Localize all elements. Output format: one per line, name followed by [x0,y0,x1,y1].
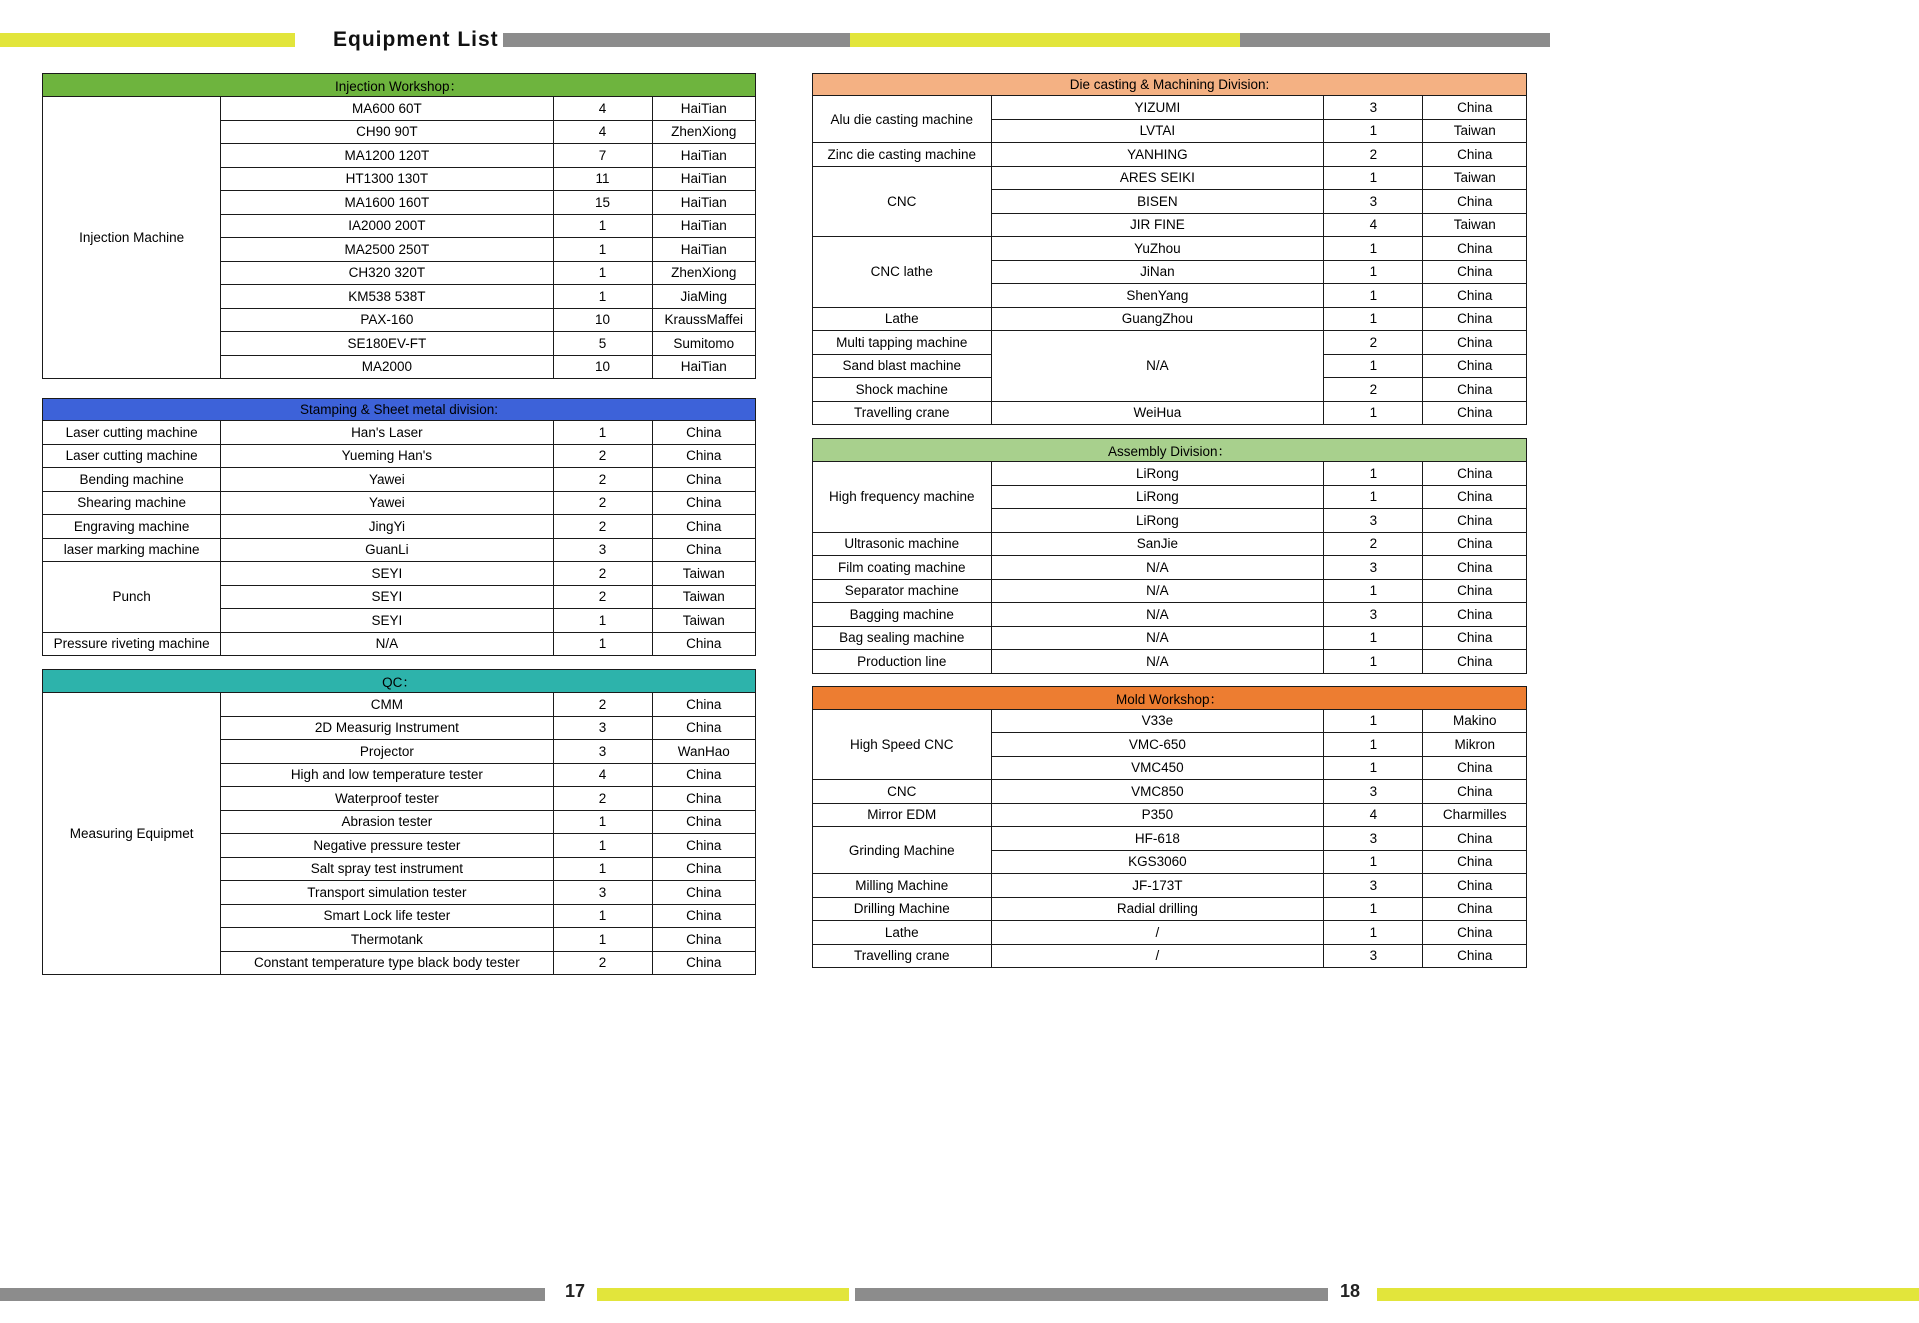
cell-qty: 3 [1324,96,1423,120]
cell-qty: 3 [553,538,652,562]
cell-origin: China [652,951,755,975]
cell-origin: China [1423,485,1527,509]
page-number-left: 17 [565,1281,586,1301]
table-row [43,538,756,562]
cell-origin: China [1423,509,1527,533]
cell-origin: China [1423,378,1527,402]
cell-origin: China [652,491,755,515]
cell-category: Mirror EDM [813,803,992,827]
cell-qty: 1 [1324,462,1423,486]
table-row [813,143,1527,167]
cell-model: GuangZhou [991,307,1324,331]
cell-model: ARES SEIKI [991,166,1324,190]
cell-category: Bag sealing machine [813,626,992,650]
cell-model: Yueming Han's [221,444,553,468]
cell-origin: China [1423,96,1527,120]
cell-qty: 4 [553,97,652,121]
cell-model: SEYI [221,609,553,633]
cell-qty: 1 [553,810,652,834]
cell-category: Production line [813,650,992,674]
table-header-row [813,686,1527,709]
cell-qty: 1 [1324,733,1423,757]
cell-model: HF-618 [991,827,1324,851]
cell-category: Drilling Machine [813,897,992,921]
cell-qty: 2 [1324,331,1423,355]
cell-model: MA2000 [221,355,553,379]
cell-category: Bagging machine [813,603,992,627]
cell-model: SE180EV-FT [221,332,553,356]
cell-origin: Sumitomo [652,332,755,356]
table-row [813,897,1527,921]
cell-qty: 1 [1324,260,1423,284]
cell-model: VMC450 [991,756,1324,780]
cell-model: WeiHua [991,401,1324,425]
cell-origin: Taiwan [652,562,755,586]
cell-category: Laser cutting machine [43,444,221,468]
cell-qty: 1 [1324,237,1423,261]
cell-model: MA2500 250T [221,238,553,262]
cell-qty: 2 [553,787,652,811]
cell-origin: China [1423,944,1527,968]
cell-origin: Charmilles [1423,803,1527,827]
cell-origin: China [1423,354,1527,378]
cell-model: VMC-650 [991,733,1324,757]
cell-qty: 2 [553,562,652,586]
table-row [813,626,1527,650]
cell-category: laser marking machine [43,538,221,562]
cell-model: YuZhou [991,237,1324,261]
cell-category: Multi tapping machine [813,331,992,355]
cell-model: LVTAI [991,119,1324,143]
table-row [813,944,1527,968]
cell-model: LiRong [991,485,1324,509]
cell-model: GuanLi [221,538,553,562]
cell-qty: 3 [1324,603,1423,627]
cell-qty: 5 [553,332,652,356]
cell-model: Thermotank [221,928,553,952]
table-row [813,532,1527,556]
table-row [43,421,756,445]
cell-category: Lathe [813,921,992,945]
table-injection-workshop [42,73,756,379]
cell-category: Bending machine [43,468,221,492]
cell-origin: China [1423,874,1527,898]
cell-origin: China [652,421,755,445]
cell-origin: China [1423,190,1527,214]
cell-model: KGS3060 [991,850,1324,874]
cell-model: Yawei [221,468,553,492]
cell-qty: 1 [1324,485,1423,509]
cell-category: Zinc die casting machine [813,143,992,167]
cell-model: JiNan [991,260,1324,284]
cell-qty: 3 [1324,190,1423,214]
cell-origin: China [652,881,755,905]
cell-model: Projector [221,740,553,764]
cell-qty: 1 [1324,921,1423,945]
cell-qty: 1 [553,421,652,445]
cell-origin: Taiwan [652,585,755,609]
cell-origin: HaiTian [652,97,755,121]
cell-model: N/A [991,603,1324,627]
cell-origin: Taiwan [1423,119,1527,143]
cell-qty: 3 [553,881,652,905]
cell-model: CMM [221,693,553,717]
cell-category: Engraving machine [43,515,221,539]
cell-qty: 7 [553,144,652,168]
accent-bar-yellow-bottom-left [597,1288,849,1301]
cell-model: YIZUMI [991,96,1324,120]
cell-qty: 3 [1324,827,1423,851]
cell-qty: 2 [553,468,652,492]
cell-origin: China [652,834,755,858]
cell-model: JingYi [221,515,553,539]
cell-category: CNC lathe [813,237,992,308]
cell-qty: 1 [553,214,652,238]
cell-origin: China [1423,307,1527,331]
cell-origin: China [652,716,755,740]
cell-qty: 2 [1324,143,1423,167]
cell-model: N/A [221,632,553,656]
cell-qty: 1 [1324,401,1423,425]
cell-category: Sand blast machine [813,354,992,378]
cell-category: Laser cutting machine [43,421,221,445]
cell-qty: 1 [553,904,652,928]
cell-qty: 1 [1324,579,1423,603]
cell-model: N/A [991,626,1324,650]
table-stamping-division [42,398,756,656]
cell-origin: China [1423,401,1527,425]
table-header-row [813,74,1527,96]
cell-origin: China [652,693,755,717]
table-row [813,921,1527,945]
cell-origin: China [1423,921,1527,945]
cell-model: YANHING [991,143,1324,167]
accent-bar-yellow-top-left [0,33,295,47]
cell-model: Transport simulation tester [221,881,553,905]
accent-bar-gray-bottom-left [0,1288,545,1301]
cell-origin: ZhenXiong [652,261,755,285]
cell-qty: 1 [1324,650,1423,674]
table-title: QC： [43,670,756,693]
table-die-casting-division [812,73,1527,425]
cell-origin: China [1423,331,1527,355]
cell-qty: 1 [1324,756,1423,780]
table-title: Die casting & Machining Division: [813,74,1527,96]
cell-category: Travelling crane [813,944,992,968]
cell-qty: 3 [553,716,652,740]
table-title: Stamping & Sheet metal division: [43,399,756,421]
cell-model: MA600 60T [221,97,553,121]
cell-model: CH320 320T [221,261,553,285]
cell-model: LiRong [991,509,1324,533]
table-row [813,96,1527,120]
table-mold-workshop [812,686,1527,969]
cell-qty: 3 [1324,944,1423,968]
cell-model: Abrasion tester [221,810,553,834]
cell-origin: WanHao [652,740,755,764]
cell-origin: JiaMing [652,285,755,309]
cell-model: CH90 90T [221,120,553,144]
cell-origin: China [1423,603,1527,627]
cell-origin: China [1423,579,1527,603]
table-row [813,874,1527,898]
cell-origin: Taiwan [1423,213,1527,237]
cell-qty: 1 [553,238,652,262]
cell-qty: 3 [1324,874,1423,898]
cell-origin: HaiTian [652,238,755,262]
cell-origin: China [1423,532,1527,556]
cell-category: Ultrasonic machine [813,532,992,556]
cell-model: PAX-160 [221,308,553,332]
cell-origin: China [652,810,755,834]
cell-qty: 10 [553,308,652,332]
cell-model: P350 [991,803,1324,827]
cell-category: CNC [813,166,992,237]
cell-model: Radial drilling [991,897,1324,921]
cell-category: High frequency machine [813,462,992,533]
cell-origin: ZhenXiong [652,120,755,144]
table-row [813,462,1527,486]
table-header-row [43,74,756,97]
right-page-column [812,73,1527,968]
cell-model: Waterproof tester [221,787,553,811]
cell-origin: China [652,928,755,952]
table-row [43,693,756,717]
cell-qty: 1 [553,834,652,858]
cell-model: KM538 538T [221,285,553,309]
table-row [43,515,756,539]
cell-model: LiRong [991,462,1324,486]
cell-model: Constant temperature type black body tester [221,951,553,975]
table-header-row [43,670,756,693]
accent-bar-yellow-bottom-right [1377,1288,1919,1301]
table-row [43,468,756,492]
cell-origin: China [652,515,755,539]
cell-qty: 1 [553,609,652,633]
table-row [43,97,756,121]
cell-qty: 1 [553,261,652,285]
cell-category: Shock machine [813,378,992,402]
table-row [43,491,756,515]
cell-origin: China [652,857,755,881]
table-row [43,444,756,468]
page-number-right: 18 [1340,1281,1361,1301]
cell-model: HT1300 130T [221,167,553,191]
cell-origin: China [1423,626,1527,650]
cell-origin: HaiTian [652,144,755,168]
cell-qty: 4 [553,763,652,787]
cell-origin: HaiTian [652,214,755,238]
cell-qty: 1 [553,857,652,881]
cell-origin: China [1423,237,1527,261]
cell-origin: Makino [1423,709,1527,733]
cell-model: MA1200 120T [221,144,553,168]
cell-model: N/A [991,556,1324,580]
table-row [813,401,1527,425]
cell-model: Han's Laser [221,421,553,445]
cell-qty: 10 [553,355,652,379]
table-row [813,579,1527,603]
table-header-row [43,399,756,421]
cell-origin: China [1423,556,1527,580]
cell-qty: 3 [1324,556,1423,580]
cell-origin: China [1423,897,1527,921]
cell-model: N/A [991,331,1324,402]
cell-qty: 11 [553,167,652,191]
cell-category: Shearing machine [43,491,221,515]
cell-model: V33e [991,709,1324,733]
cell-qty: 2 [1324,378,1423,402]
cell-origin: HaiTian [652,191,755,215]
cell-qty: 1 [1324,897,1423,921]
table-assembly-division [812,438,1527,674]
table-row [813,166,1527,190]
page-title: Equipment List [333,28,499,51]
cell-origin: China [1423,827,1527,851]
cell-qty: 1 [1324,709,1423,733]
cell-origin: China [1423,462,1527,486]
cell-origin: China [652,632,755,656]
cell-model: IA2000 200T [221,214,553,238]
left-page-column [42,73,756,975]
table-row [813,709,1527,733]
cell-origin: China [1423,260,1527,284]
cell-origin: Mikron [1423,733,1527,757]
cell-model: JF-173T [991,874,1324,898]
cell-qty: 1 [1324,307,1423,331]
cell-qty: 2 [553,693,652,717]
table-row [43,632,756,656]
accent-bar-yellow-top-mid [850,33,1240,47]
cell-category: Alu die casting machine [813,96,992,143]
cell-category: CNC [813,780,992,804]
cell-category: Separator machine [813,579,992,603]
cell-model: Smart Lock life tester [221,904,553,928]
cell-model: High and low temperature tester [221,763,553,787]
cell-qty: 2 [553,444,652,468]
table-title: Assembly Division： [813,439,1527,462]
cell-qty: 1 [553,632,652,656]
table-row [813,237,1527,261]
cell-qty: 1 [1324,354,1423,378]
cell-model: / [991,944,1324,968]
table-row [813,780,1527,804]
cell-model: N/A [991,579,1324,603]
accent-bar-gray-bottom-right [855,1288,1328,1301]
table-row [813,331,1527,355]
cell-qty: 1 [553,928,652,952]
cell-qty: 1 [1324,119,1423,143]
cell-origin: China [652,787,755,811]
cell-qty: 2 [553,491,652,515]
cell-origin: China [1423,284,1527,308]
table-row [813,603,1527,627]
cell-origin: China [1423,850,1527,874]
cell-model: MA1600 160T [221,191,553,215]
cell-model: VMC850 [991,780,1324,804]
cell-model: SEYI [221,585,553,609]
table-row [813,307,1527,331]
cell-qty: 1 [1324,284,1423,308]
cell-category: Lathe [813,307,992,331]
cell-model: Yawei [221,491,553,515]
cell-category: High Speed CNC [813,709,992,780]
cell-qty: 1 [1324,850,1423,874]
cell-qty: 1 [553,285,652,309]
table-row [813,803,1527,827]
cell-model: 2D Measurig Instrument [221,716,553,740]
cell-model: Negative pressure tester [221,834,553,858]
cell-origin: China [1423,756,1527,780]
table-title: Injection Workshop： [43,74,756,97]
cell-origin: China [1423,780,1527,804]
table-qc [42,669,756,975]
cell-origin: China [652,468,755,492]
cell-origin: Taiwan [652,609,755,633]
cell-qty: 1 [1324,166,1423,190]
table-title: Mold Workshop： [813,686,1527,709]
cell-category: Milling Machine [813,874,992,898]
cell-origin: HaiTian [652,167,755,191]
cell-model: / [991,921,1324,945]
cell-model: SanJie [991,532,1324,556]
cell-origin: China [652,904,755,928]
cell-qty: 2 [553,951,652,975]
cell-origin: China [652,444,755,468]
cell-qty: 4 [1324,213,1423,237]
cell-qty: 2 [1324,532,1423,556]
cell-qty: 1 [1324,626,1423,650]
cell-qty: 3 [1324,509,1423,533]
table-row [813,556,1527,580]
cell-category: Measuring Equipmet [43,693,221,975]
cell-qty: 3 [1324,780,1423,804]
cell-qty: 4 [553,120,652,144]
cell-qty: 4 [1324,803,1423,827]
cell-model: N/A [991,650,1324,674]
cell-model: SEYI [221,562,553,586]
cell-qty: 2 [553,585,652,609]
cell-origin: KraussMaffei [652,308,755,332]
table-row [43,562,756,586]
cell-model: JIR FINE [991,213,1324,237]
cell-qty: 2 [553,515,652,539]
table-row [813,827,1527,851]
table-header-row [813,439,1527,462]
cell-category: Film coating machine [813,556,992,580]
table-row [813,650,1527,674]
cell-category: Grinding Machine [813,827,992,874]
cell-category: Injection Machine [43,97,221,379]
cell-origin: China [652,538,755,562]
cell-origin: China [1423,143,1527,167]
cell-category: Travelling crane [813,401,992,425]
accent-bar-gray-top-mid [503,33,850,47]
cell-category: Pressure riveting machine [43,632,221,656]
cell-qty: 3 [553,740,652,764]
accent-bar-gray-top-right [1240,33,1550,47]
cell-origin: HaiTian [652,355,755,379]
cell-category: Punch [43,562,221,633]
cell-origin: China [652,763,755,787]
cell-model: Salt spray test instrument [221,857,553,881]
cell-origin: Taiwan [1423,166,1527,190]
cell-model: BISEN [991,190,1324,214]
cell-origin: China [1423,650,1527,674]
cell-qty: 15 [553,191,652,215]
cell-model: ShenYang [991,284,1324,308]
